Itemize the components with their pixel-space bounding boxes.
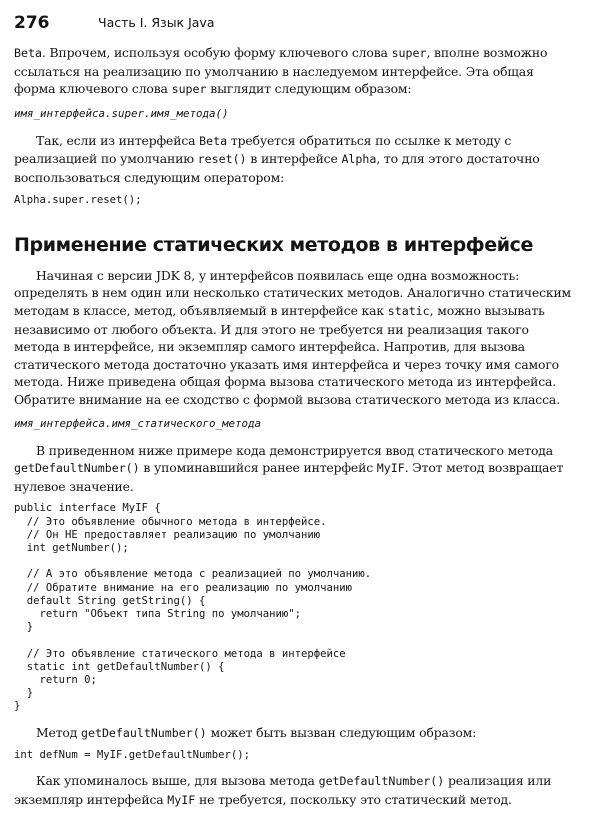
text-run: , можно вызывать независимо от любого объекта. И для этого не требуется ни реализация такого метода в интерфейсе, ни экземпляр самого интерфейса. Напротив, для вызова статического метода достаточно указать имя интерфейса и через точку имя самого метода. Ниже приведена общая форма вызова статического метода из интерфейса. Обратите внимание на ее сходство с формой вызова статического метода из класса.: [14, 302, 560, 407]
text-run: Как упоминалось выше, для вызова метода: [36, 773, 319, 789]
code-block: int defNum = MyIF.getDefaultNumber();: [14, 749, 250, 762]
text-run: может быть вызван следующим образом:: [206, 724, 477, 740]
text-run: Метод: [36, 724, 82, 740]
text-run: в интерфейсе: [246, 151, 342, 167]
code-block: public interface MyIF { // Это объявление обычного метода в интерфейсе. // Он НЕ предоставляет реализацию по умолчанию int getNumber(); // А это объявление метода с реализацией по умолчанию. // Обратите внимание на его реализацию по умолчанию default String getString() { return "Объект типа String по умолчанию"; } // Это объявление статического метода в интерфейсе static int getDefaultNumber() { return 0; } }: [14, 502, 372, 713]
inline-code: reset(): [197, 152, 247, 167]
inline-code: getDefaultNumber(): [81, 725, 207, 740]
text-run: выглядит следующим образом:: [206, 81, 412, 97]
inline-code: Alpha: [341, 152, 377, 167]
text-run: в упоминавшийся ранее интерфейс: [139, 460, 377, 476]
page-header: [14, 10, 584, 36]
page-content: [14, 44, 576, 817]
paragraph: [14, 44, 576, 99]
text-run: . Этот метод возвращает нулевое значение.: [14, 460, 564, 494]
text-run: В приведенном ниже примере кода демонстрируется ввод статического метода: [36, 442, 554, 458]
paragraph: [14, 132, 576, 187]
text-run: не требуется, поскольку это статический метод.: [195, 791, 512, 807]
syntax-template: имя_интерфейса.super.имя_метода(): [14, 106, 229, 120]
paragraph: [14, 772, 576, 809]
inline-code: Beta: [199, 133, 228, 148]
text-run: Начиная с версии JDK 8, у интерфейсов появилась еще одна возможность: определять в нем один или несколько статических методов. Аналогично статическим методам в классе, метод, объявляемый в интерфейсе как: [14, 267, 572, 318]
inline-code: MyIF: [167, 792, 196, 807]
page-number: 276: [14, 13, 50, 33]
inline-code: super: [171, 82, 207, 97]
text-run: реализация или экземпляр интерфейса: [14, 773, 552, 807]
inline-code: getDefaultNumber(): [14, 461, 140, 476]
inline-code: getDefaultNumber(): [318, 774, 445, 789]
text-run: требуется обратиться по ссылке к методу с реализацией по умолчанию: [14, 132, 512, 167]
running-title: Часть I. Язык Java: [98, 15, 215, 30]
syntax-template: имя_интерфейса.имя_статического_метода: [14, 416, 262, 430]
text-run: , то для этого достаточно воспользоваться следующим оператором:: [14, 151, 540, 185]
text-run: , вполне возможно ссылаться на реализацию по умолчанию в наследуемом интерфейсе. Эта общая форма ключевого слова: [14, 45, 548, 97]
inline-code: Beta: [14, 46, 42, 60]
paragraph: [14, 442, 576, 496]
paragraph: [14, 267, 576, 409]
paragraph: [14, 724, 576, 743]
text-run: Так, если из интерфейса: [36, 132, 200, 148]
code-block: Alpha.super.reset();: [14, 193, 142, 206]
inline-code: static: [387, 303, 430, 318]
text-run: . Впрочем, используя особую форму ключевого слова: [41, 45, 392, 60]
inline-code: MyIF: [376, 461, 405, 476]
section-heading: Применение статических методов в интерфейсе: [14, 233, 533, 256]
inline-code: super: [391, 46, 427, 60]
